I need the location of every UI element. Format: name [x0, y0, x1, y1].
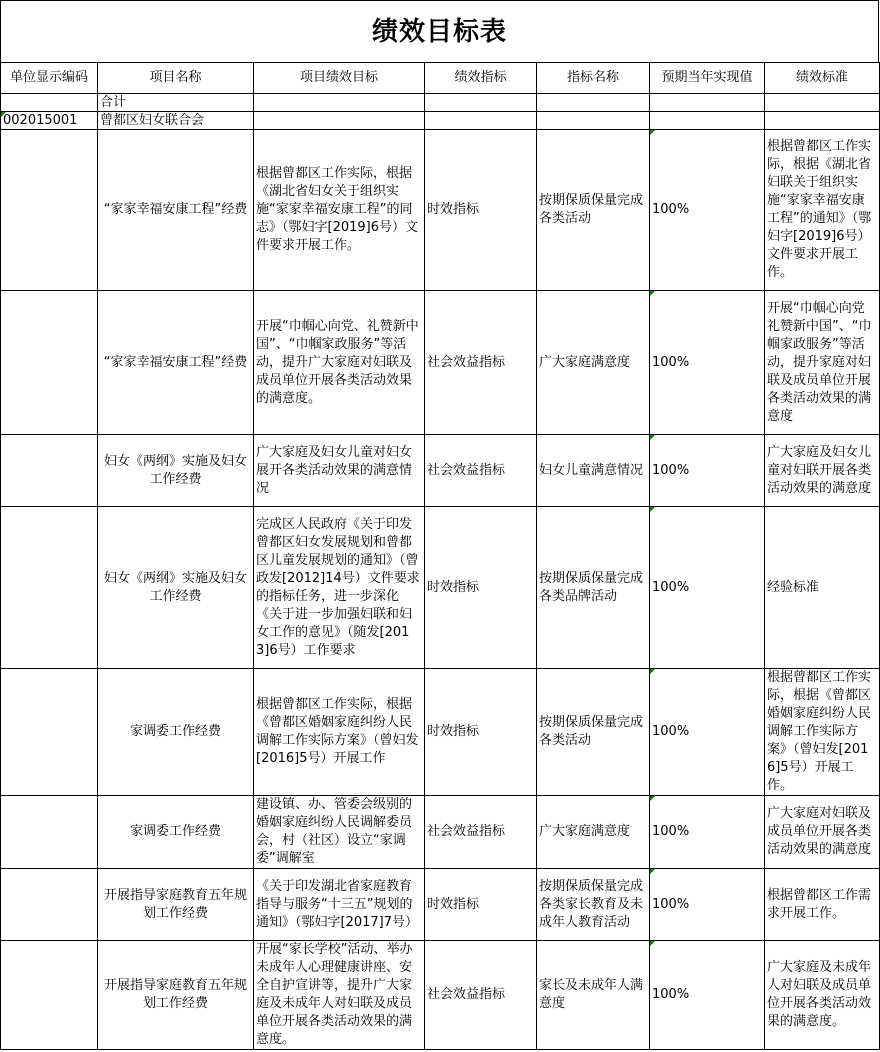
- indicator-type: 社会效益指标: [425, 941, 537, 1050]
- empty-cell: [650, 94, 765, 112]
- total-label: 合计: [98, 94, 254, 112]
- header-project-name: 项目名称: [98, 63, 254, 94]
- header-indicator-name: 指标名称: [537, 63, 650, 94]
- empty-cell: [254, 112, 425, 130]
- project-name: 家调委工作经费: [98, 669, 254, 796]
- project-name: 家调委工作经费: [98, 796, 254, 869]
- empty-cell: [537, 94, 650, 112]
- indicator-name: 按期保质保量完成各类活动: [537, 669, 650, 796]
- performance-standard: 广大家庭及未成年人对妇联及成员单位开展各类活动效果的满意度。: [765, 941, 880, 1050]
- expected-value: 100%: [650, 941, 765, 1050]
- project-name: 开展指导家庭教育五年规划工作经费: [98, 869, 254, 941]
- project-goal: 广大家庭及妇女儿童对妇女展开各类活动效果的满意情况: [254, 435, 425, 507]
- indicator-name: 按期保质保量完成各类活动: [537, 130, 650, 291]
- unit-code-cell: [1, 130, 98, 291]
- expected-value: 100%: [650, 669, 765, 796]
- indicator-name: 家长及未成年人满意度: [537, 941, 650, 1050]
- project-goal: 开展“巾帼心向党、礼赞新中国”、“巾帼家政服务”等活动，提升广大家庭对妇联及成员单位开展各类活动效果的满意度。: [254, 291, 425, 435]
- project-goal: 完成区人民政府《关于印发曾都区妇女发展规划和曾都区儿童发展规划的通知》（曾政发[2012]14号）文件要求的指标任务，进一步深化《关于进一步加强妇联和妇女工作的意见》（随发[2013]6号）工作要求: [254, 507, 425, 669]
- indicator-type: 时效指标: [425, 669, 537, 796]
- project-name: 妇女《两纲》实施及妇女工作经费: [98, 507, 254, 669]
- performance-standard: 经验标准: [765, 507, 880, 669]
- empty-cell: [765, 94, 880, 112]
- expected-value: 100%: [650, 507, 765, 669]
- indicator-name: 广大家庭满意度: [537, 291, 650, 435]
- table-row: [1, 669, 880, 796]
- project-goal: 根据曾都区工作实际，根据《曾都区婚姻家庭纠纷人民调解工作实际方案》（曾妇发[2016]5号）开展工作: [254, 669, 425, 796]
- project-name: “家家幸福安康工程”经费: [98, 130, 254, 291]
- project-name: 开展指导家庭教育五年规划工作经费: [98, 941, 254, 1050]
- table-row: [1, 941, 880, 1050]
- indicator-type: 社会效益指标: [425, 435, 537, 507]
- header-row: [1, 63, 880, 94]
- empty-cell: [425, 112, 537, 130]
- unit-row: [1, 112, 880, 130]
- unit-name: 曾都区妇女联合会: [98, 112, 254, 130]
- empty-cell: [425, 94, 537, 112]
- unit-code-cell: [1, 507, 98, 669]
- project-goal: 开展“家长学校”活动、举办未成年人心理健康讲座、安全自护宣讲等，提升广大家庭及未成年人对妇联及成员单位开展各类活动效果的满意度。: [254, 941, 425, 1050]
- unit-code-cell: [1, 669, 98, 796]
- indicator-type: 时效指标: [425, 130, 537, 291]
- project-goal: 《关于印发湖北省家庭教育指导与服务“十三五”规划的通知》（鄂妇字[2017]7号）: [254, 869, 425, 941]
- unit-code: 002015001: [1, 112, 98, 130]
- empty-cell: [537, 112, 650, 130]
- performance-standard: 根据曾都区工作需求开展工作。: [765, 869, 880, 941]
- expected-value: 100%: [650, 130, 765, 291]
- unit-code-cell: [1, 941, 98, 1050]
- performance-standard: 根据曾都区工作实际，根据《曾都区婚姻家庭纠纷人民调解工作实际方案》（曾妇发[2016]5号）开展工作。: [765, 669, 880, 796]
- table-row: [1, 130, 880, 291]
- indicator-type: 社会效益指标: [425, 796, 537, 869]
- expected-value: 100%: [650, 796, 765, 869]
- project-name: “家家幸福安康工程”经费: [98, 291, 254, 435]
- table-row: [1, 869, 880, 941]
- header-standard: 绩效标准: [765, 63, 880, 94]
- indicator-type: 时效指标: [425, 507, 537, 669]
- page-title: 绩效目标表: [0, 0, 879, 62]
- project-goal: 建设镇、办、管委会级别的婚姻家庭纠纷人民调解委员会，村（社区）设立“家调委”调解室: [254, 796, 425, 869]
- table-row: [1, 435, 880, 507]
- unit-code-cell: [1, 869, 98, 941]
- performance-table: [0, 62, 880, 1050]
- total-code-cell: [1, 94, 98, 112]
- table-row: [1, 796, 880, 869]
- header-project-goal: 项目绩效目标: [254, 63, 425, 94]
- performance-standard: 根据曾都区工作实际，根据《湖北省妇联关于组织实施“家家幸福安康工程”的通知》（鄂妇字[2019]6号）文件要求开展工作。: [765, 130, 880, 291]
- expected-value: 100%: [650, 435, 765, 507]
- empty-cell: [650, 112, 765, 130]
- performance-standard: 广大家庭对妇联及成员单位开展各类活动效果的满意度: [765, 796, 880, 869]
- empty-cell: [254, 94, 425, 112]
- expected-value: 100%: [650, 869, 765, 941]
- unit-code-cell: [1, 291, 98, 435]
- indicator-name: 按期保质保量完成各类家长教育及未成年人教育活动: [537, 869, 650, 941]
- project-goal: 根据曾都区工作实际，根据《湖北省妇女关于组织实施“家家幸福安康工程”的同志》（鄂妇字[2019]6号）文件要求开展工作。: [254, 130, 425, 291]
- project-name: 妇女《两纲》实施及妇女工作经费: [98, 435, 254, 507]
- indicator-name: 广大家庭满意度: [537, 796, 650, 869]
- performance-standard: 广大家庭及妇女儿童对妇联开展各类活动效果的满意度: [765, 435, 880, 507]
- table-row: [1, 507, 880, 669]
- header-indicator: 绩效指标: [425, 63, 537, 94]
- header-expected-value: 预期当年实现值: [650, 63, 765, 94]
- total-row: [1, 94, 880, 112]
- indicator-name: 按期保质保量完成各类品牌活动: [537, 507, 650, 669]
- indicator-type: 时效指标: [425, 869, 537, 941]
- unit-code-cell: [1, 435, 98, 507]
- empty-cell: [765, 112, 880, 130]
- indicator-name: 妇女儿童满意情况: [537, 435, 650, 507]
- unit-code-cell: [1, 796, 98, 869]
- expected-value: 100%: [650, 291, 765, 435]
- header-unit-code: 单位显示编码: [1, 63, 98, 94]
- table-row: [1, 291, 880, 435]
- performance-standard: 开展“巾帼心向党 礼赞新中国”、“巾帼家政服务”等活动，提升家庭对妇联及成员单位开展各类活动效果的满意度: [765, 291, 880, 435]
- indicator-type: 社会效益指标: [425, 291, 537, 435]
